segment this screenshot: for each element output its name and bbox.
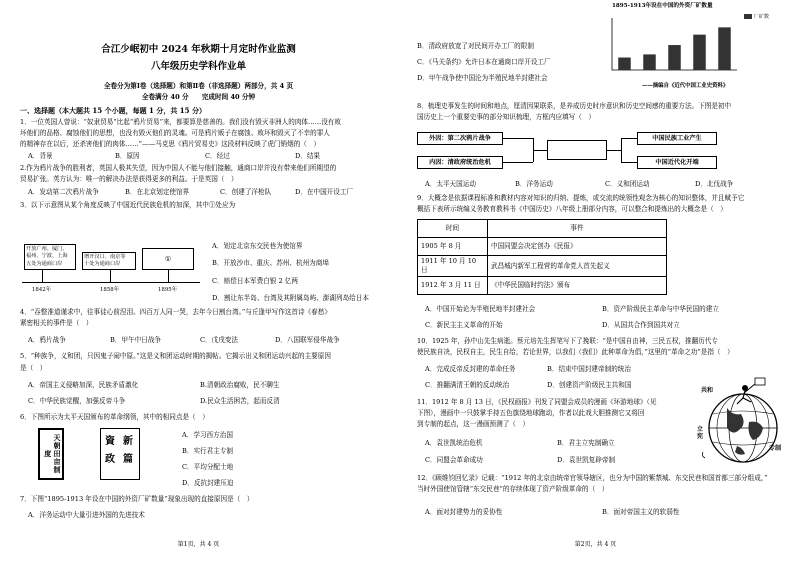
table-cell-event: 中国同盟会决定创办《民报》 [488,238,667,256]
question-6-option-c[interactable]: C．平均分配土地 [182,463,234,471]
question-2-line-1: 2.作为鸦片战争的胜利者，英国人极其失望，因为中国人不能与他们接触，通商口岸并没有带来他们所期望的 [20,164,337,172]
globe-label-autocracy: 专制 [769,445,782,452]
chart-legend-label: 厂矿数 [754,14,770,20]
cause-effect-diagram [417,130,777,176]
question-8-option-c[interactable]: C．义和团运动 [605,180,650,188]
table-cell-time: 1912 年 3 月 11 日 [418,277,488,295]
chart-source: ——摘编自《近代中国工业史资料》 [642,83,729,89]
tianchao-tianmu-document-title: 天朝田亩制度 [43,434,62,474]
diagram-result-modernization: 中国近代化开端 [637,156,717,169]
exam-title: 合江少岷初中 2024 年秋期十月定时作业监测 [101,44,296,55]
treaty-port-diagram [22,214,202,300]
question-4-option-b[interactable]: B．甲午中日战争 [110,336,162,344]
chart-bar-1907-1910 [693,35,706,70]
question-1-option-c[interactable]: C．经过 [205,152,230,160]
question-1-line-1: 1．一位英国人曾说：“奴隶贸易”比起“鸦片贸易”来，都要算是慈善的。我们没有毁灭非洲人的肉体……没有败 [20,118,341,126]
timeline-tick-1842 [42,270,43,282]
question-1-line-2: 坏他们的品格、腐蚀他们的思想，也没有毁灭他们的灵魂。可是鸦片贩子在腐蚀、败坏和毁灭了不幸的罪人 [20,129,330,137]
diagram-box-1858-line-1: 增开汉口、南京等 [84,254,126,260]
table-row [418,256,667,277]
zizheng-char-4: 篇 [123,454,133,465]
diagram-box-1895: ① [142,248,194,270]
table-cell-time: 1911 年 10 月 10 日 [418,256,488,277]
question-8-line-1: 8．梳理史事发生的时间和地点，厘清因果联系，是养成历史时序意识和历史空间感的重要方法。下图是初中 [417,102,732,110]
chart-bar-1895-1898 [618,58,631,70]
question-3-option-a[interactable]: A．划定北京东交民巷为使馆界 [212,242,303,250]
chart-bar-1903-1906 [668,45,681,70]
diagram-box-1842-line-1: 开放广州、厦门、 [26,246,68,252]
question-6-option-b[interactable]: B．实行君主专制 [182,447,234,455]
question-2-option-b[interactable]: B．在北京划定使馆界 [125,188,190,196]
question-8-option-a[interactable]: A．太平天国运动 [425,180,476,188]
zizheng-char-1: 資 [105,436,115,447]
question-10-line-2: 使民族自决，民权自主，民生自给，若论世界，以我们（我们）此种革命为倡，”这里的“革命之功”是指（ ） [417,348,734,356]
question-12-line-1: 12．《顾维钧回忆录》记载：“1912 年的北京由统帝官领导辖区，也分为中国的紫禁城、东交民巷和国首都三部分组成，” [417,474,768,482]
page-footer-left: 第1页，共 4 页 [177,541,220,548]
table-header-time: 时间 [418,220,488,238]
tianchao-tianmu-document-image [38,428,64,480]
timeline-label-1858: 1858年 [100,287,120,293]
question-8-option-b[interactable]: B．洋务运动 [515,180,553,188]
diagram-connector-mid [533,150,547,151]
question-1-option-b[interactable]: B．原因 [115,152,140,160]
question-11-line-3: 到专制的起点，这一漫画预测了（ ） [417,420,530,428]
question-6-option-d[interactable]: D．反抗封建压迫 [182,479,234,487]
chart-title: 1895-1913年设在中国的外资厂矿数量 [612,3,713,9]
question-2-option-c[interactable]: C．创建了洋枪队 [220,188,272,196]
globe-cartoon-image [697,374,789,470]
exam-info-pages: 全卷分为第Ⅰ卷（选择题）和第Ⅱ卷（非选择题）两部分，共 4 页 [103,82,294,90]
question-4-option-d[interactable]: D．八国联军侵华战争 [275,336,340,344]
exam-subtitle: 八年级历史学科作业单 [150,61,246,72]
question-12-line-2: 当时外国使馆管辖“东交民巷”的存续体现了资产阶级革命的（ ） [417,485,609,493]
diagram-connector-out-vertical [621,138,622,162]
diagram-internal-cause: 内因：清政府统治危机 [417,156,503,169]
question-5-option-c[interactable]: C．中华民族觉醒，加强反帝斗争 [28,397,126,405]
question-3-option-c[interactable]: C．赔偿日本军费白银 2 亿两 [212,277,298,285]
diagram-box-1842-line-3: 五处为通商口岸 [26,260,63,267]
chart-legend-swatch [744,14,752,19]
question-4-option-c[interactable]: C．戊戌变法 [200,336,239,344]
globe-label-constitutional: 立宪 [697,426,704,440]
diagram-connector-bottom [503,162,533,163]
table-cell-event: 武昌城内新军工程营的革命党人首先起义 [488,256,667,277]
timeline-axis [22,282,200,283]
question-1-line-3: 的精神存在以后，还杀害他们的肉体……”——马克思《鸦片贸易史》这段材料反映了虎门销烟的（ ） [20,140,321,148]
question-1-option-a[interactable]: A．背景 [28,152,53,160]
diagram-connector-out [607,150,621,151]
question-8-option-d[interactable]: D．北伐战争 [695,180,734,188]
question-3-stem: 3．以下示意图从某个角度反映了中国近代民族危机的加深，其中①处应为 [20,201,236,209]
question-4-option-a[interactable]: A．鸦片战争 [28,336,66,344]
chart-bar-1899-1902 [643,54,656,70]
question-5-line-1: 5．“种族争，义和团，只因鬼子闹中原。”这是义和团运动时期的揭帖。它揭示出义和团运动兴起的主要原因 [20,352,331,360]
question-11-option-c[interactable]: C．同盟会革命成功 [425,456,483,464]
question-7-option-d[interactable]: D．甲午战争使中国沦为半殖民地半封建社会 [417,74,548,82]
question-5-option-d[interactable]: D.民众生活困苦，起而反清 [200,397,280,405]
section-heading-choice: 一、选择题（本大题共 15 个小题，每题 1 分，共 15 分） [20,106,206,115]
right-page [397,0,794,561]
table-cell-time: 1905 年 8 月 [418,238,488,256]
question-4-line-2: 紧密相关的事件是（ ） [20,319,93,327]
timeline-tick-1895 [168,270,169,282]
question-11-option-a[interactable]: A．袁世凯统治危机 [425,439,483,447]
question-9-line-2: 概括下表所示统编义务教育教科书《中国历史》八年级上册部分内容，可以整合和提炼出的大概念是（ ） [417,205,727,213]
question-10-line-1: 10．1925 年，孙中山先生病逝。蔡元培先生挥笔写下了挽联：“是中国自由神，三民五权，推翻历代专 [417,337,718,345]
table-row [418,277,667,295]
question-10-option-c[interactable]: C．推翻满清王朝的反动统治 [425,381,510,389]
table-cell-event: 《中华民国临时约法》颁布 [488,277,667,295]
exam-info-score: 全卷满分 40 分 完成时间 40 分钟 [141,93,256,101]
zizheng-char-3: 新 [123,436,133,447]
question-2-option-d[interactable]: D．在中国开设工厂 [295,188,354,196]
chart-bar-1911-1913 [718,27,731,70]
question-12-option-b[interactable]: B．面对帝国主义的软弱性 [602,508,680,516]
question-6-stem: 6．下图所示为太平天国颁布的革命纲领，其中的相同点是（ ） [20,413,209,421]
question-10-option-a[interactable]: A．完成反帝反封建的革命任务 [425,365,516,373]
diagram-connector-top [503,138,533,139]
events-table-header [418,220,667,238]
question-7-option-a[interactable]: A．洋务运动中大量引进外国的先进技术 [28,511,145,519]
diagram-result-industry: 中国民族工业产生 [637,132,717,145]
question-8-line-2: 国历史上一个重要史事的部分知识梳理，方框内应填写（ ） [417,113,596,121]
question-11-line-2: 下图），漫画中一只鼓掌手持五色旗绕地球跑动，作者以此戏大胆推测它又将回 [417,409,645,417]
question-7-option-b[interactable]: B．清政府放宽了对民间开办工厂的限制 [417,42,534,50]
page-footer-right: 第2页，共 4 页 [574,541,617,548]
diagram-box-1858 [82,252,136,270]
question-11-option-b[interactable]: B．君主立宪制确立 [557,439,615,447]
timeline-tick-1858 [110,270,111,282]
question-9-option-a[interactable]: A．中国开始论为半殖民地半封建社会 [425,305,536,313]
question-10-option-d[interactable]: D．创建资产阶级民主共和国 [547,381,632,389]
question-3-option-d[interactable]: D．割让东半岛、台湾及其附属岛屿、澎湖列岛给日本 [212,294,369,302]
question-3-option-b[interactable]: B．开放沙市、重庆、苏州、杭州为商埠 [212,259,329,267]
question-5-line-2: 是（ ） [20,364,47,372]
timeline-label-1895: 1895年 [158,287,178,293]
table-header-event: 事件 [488,220,667,238]
question-6-option-a[interactable]: A．学习西方治国 [182,431,233,439]
question-9-option-b[interactable]: B．资产阶级民主革命与中华民国的建立 [602,305,719,313]
timeline-label-1842: 1842年 [32,287,52,293]
question-5-option-a[interactable]: A．帝国主义侵略加深，民族矛盾激化 [28,381,139,389]
events-table [417,219,667,295]
diagram-box-1858-line-2: 十处为通商口岸 [84,261,121,268]
diagram-external-cause: 外因：第二次鸦片战争 [417,132,503,145]
question-12-option-a[interactable]: A．面对封建势力的妥协性 [425,508,503,516]
diagram-arrow-top [621,138,637,139]
globe-label-republic: 共和 [701,387,714,394]
question-7-option-c[interactable]: C．《马关条约》允许日本在通商口岸开设工厂 [417,58,551,66]
question-4-line-1: 4．“吞整准道谨求中，往事徒心前涅泪。四百万人同一哭，去年今日割台湾。”与丘逢甲写作这首诗《春愁》 [20,308,331,316]
zizheng-xinpian-document-image [100,428,140,480]
question-2-line-2: 贸易扩张。英方认为：唯一的解决办法是获得更多的利益。于是英国（ ） [20,175,238,183]
question-2-option-a[interactable]: A．发动第二次鸦片战争 [28,188,99,196]
question-10-option-b[interactable]: B．结束中国封建帝制的统治 [547,365,631,373]
question-1-option-d[interactable]: D．结果 [295,152,321,160]
question-9-option-c[interactable]: C．新民主主义革命的开始 [425,321,503,329]
diagram-answer-box[interactable] [547,140,607,160]
question-7-stem: 7．下图“1895-1913 年设在中国的外资厂矿数量”现象出现的直接原因是（ ） [20,495,254,503]
question-9-line-1: 9．大概念是依据课程标准和教材内容对知识的归纳、提炼，或交流的统领性观念为核心的知识整体，并且赋予它 [417,194,745,202]
question-11-line-1: 11．1912 年 8 月 13 日，《民权画报》刊发了同盟会成员的漫画《环游地球》（见 [417,398,657,406]
question-5-option-b[interactable]: B.清朝政治腐败，民不聊生 [200,381,280,389]
diagram-box-1842 [24,244,76,270]
question-9-option-d[interactable]: D．从国共合作到国共对立 [602,321,680,329]
zizheng-char-2: 政 [105,454,115,465]
question-11-option-d[interactable]: D．袁世凯复辟帝制 [557,456,616,464]
diagram-box-1842-line-2: 福州、宁波、上海 [26,253,68,260]
diagram-arrow-bottom [621,162,637,163]
foreign-factory-chart [602,2,787,94]
table-row [418,238,667,256]
